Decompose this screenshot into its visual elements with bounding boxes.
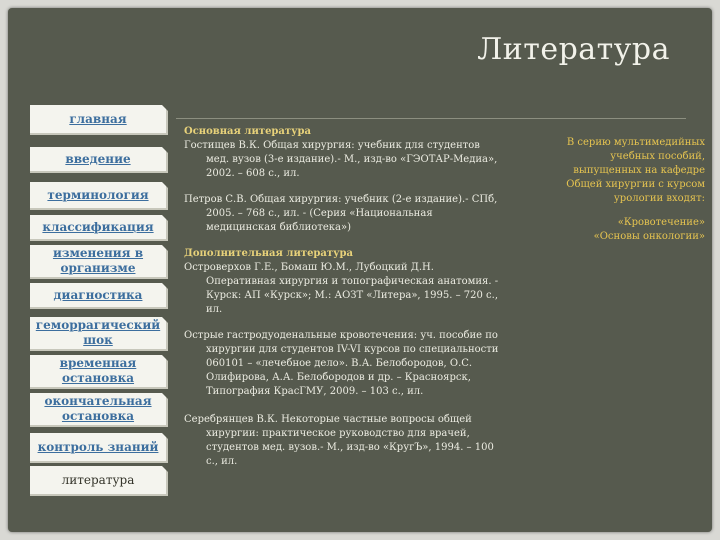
reference-entry: Островерхов Г.Е., Бомаш Ю.М., Лубоцкий Д.Н. Оперативная хирургия и топографическая анатомия. - Курск: АП «Курск»; М.: АОЗТ «Литера», 1995. – 720 с., ил. (184, 262, 499, 315)
literature-list (184, 125, 504, 469)
nav-item-changes[interactable]: изменения в организме (30, 245, 168, 279)
nav-item-knowledge-control[interactable]: контроль знаний (30, 433, 168, 463)
reference-entry: Серебрянцев В.К. Некоторые частные вопросы общей хирургии: практическое руководство для врачей, студентов мед. вузов.- М., изд-во «КругЪ», 1994. – 100 с., ил. (184, 414, 494, 467)
nav-item-diagnostics[interactable]: диагностика (30, 283, 168, 309)
reference-entry: Петров С.В. Общая хирургия: учебник (2-е издание).- СПб, 2005. – 768 с., ил. - (Серия «Национальная медицинская библиотека») (184, 194, 498, 233)
nav-item-temporary-stop[interactable]: временная остановка (30, 355, 168, 389)
series-note (548, 136, 705, 244)
series-item: «Основы онкологии» (593, 231, 705, 242)
nav-item-intro[interactable]: введение (30, 147, 168, 173)
nav-item-main[interactable]: главная (30, 105, 168, 135)
series-item: «Кровотечение» (617, 217, 705, 228)
reference-entry: Гостищев В.К. Общая хирургия: учебник для студентов мед. вузов (3-е издание).- М., изд-во «ГЭОТАР-Медиа», 2002. – 608 с., ил. (184, 140, 498, 179)
series-note-text: В серию мультимедийных учебных пособий, выпущенных на кафедре Общей хирургии с курсом урологии входят: (566, 137, 705, 204)
nav-item-shock[interactable]: геморрагический шок (30, 317, 168, 351)
nav-item-final-stop[interactable]: окончательная остановка (30, 393, 168, 427)
reference-entry: Острые гастродуоденальные кровотечения: уч. пособие по хирургии для студентов IV-VI курсов по специальности 060101 – «лечебное дело». В.А. Белобородов, О.С. Олифирова, А.А. Белобородов и др. – Красноярск, Типография КрасГМУ, 2009. – 103 с., ил. (184, 330, 499, 397)
nav-item-literature[interactable]: литература (30, 466, 168, 496)
nav-item-terminology[interactable]: терминология (30, 182, 168, 210)
divider (176, 118, 686, 119)
section-heading-extra: Дополнительная литература (184, 248, 353, 259)
page-title: Литература (477, 32, 670, 67)
section-heading-basic: Основная литература (184, 126, 311, 137)
slide-frame (8, 8, 712, 532)
nav-item-classification[interactable]: классификация (30, 215, 168, 241)
